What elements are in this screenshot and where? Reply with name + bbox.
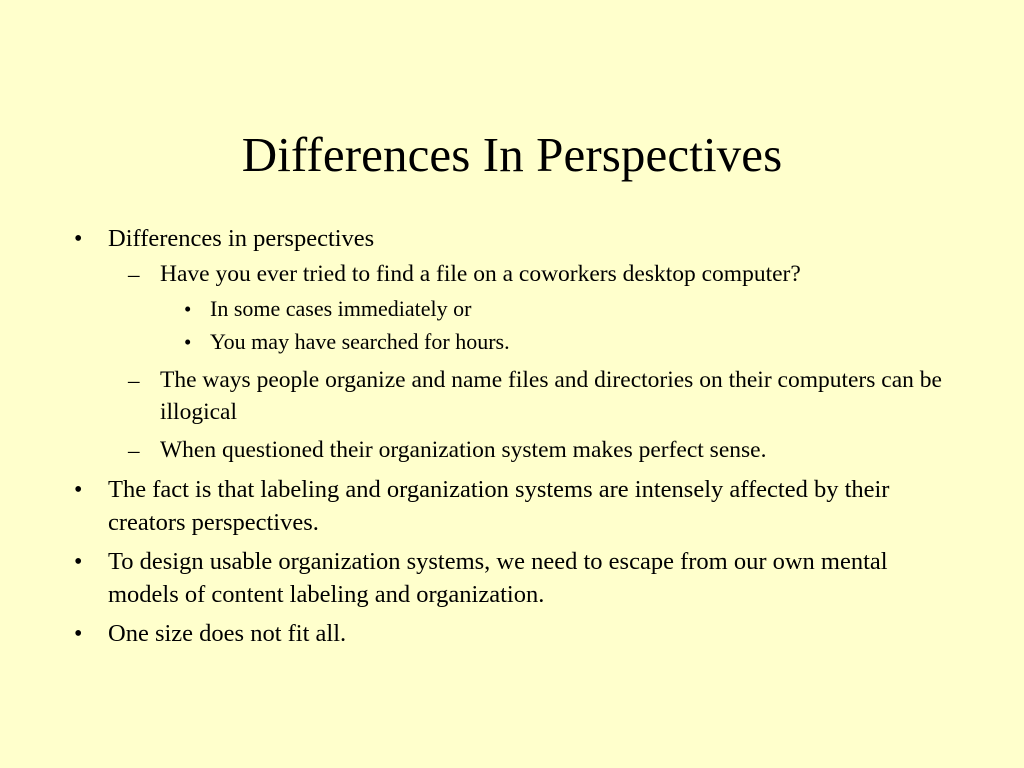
list-item — [184, 326, 964, 358]
list-item-text: One size does not fit all. — [108, 620, 347, 647]
bullet-marker-icon: – — [128, 438, 140, 463]
page-title: Differences In Perspectives — [241, 126, 783, 182]
list-item — [128, 258, 964, 291]
bullet-marker-icon: • — [74, 477, 83, 503]
bullet-marker-icon: • — [74, 226, 83, 252]
list-item — [128, 434, 964, 467]
list-item — [74, 545, 964, 611]
bullet-list — [74, 222, 964, 653]
bullet-marker-icon: • — [74, 621, 83, 647]
list-item — [184, 293, 964, 325]
list-item — [74, 617, 964, 651]
bullet-marker-icon: – — [128, 368, 140, 393]
list-item-text: In some cases immediately or — [210, 296, 472, 321]
list-item-text: To design usable organization systems, we need to escape from our own mental models of content labeling and organization. — [108, 548, 888, 608]
list-item — [128, 364, 964, 428]
list-item-text: You may have searched for hours. — [210, 329, 510, 354]
bullet-marker-icon: • — [184, 297, 192, 321]
list-item-text: The fact is that labeling and organization systems are intensely affected by their creators perspectives. — [108, 476, 890, 536]
list-item — [74, 473, 964, 539]
bullet-marker-icon: – — [128, 262, 140, 287]
list-item-text: When questioned their organization system makes perfect sense. — [160, 437, 767, 463]
list-item-text: Have you ever tried to find a file on a coworkers desktop computer? — [160, 261, 801, 287]
list-item-text: The ways people organize and name files and directories on their computers can be illogical — [160, 367, 942, 425]
bullet-marker-icon: • — [184, 330, 192, 354]
bullet-marker-icon: • — [74, 549, 83, 575]
list-item-text: Differences in perspectives — [108, 225, 375, 252]
list-item — [74, 222, 964, 256]
